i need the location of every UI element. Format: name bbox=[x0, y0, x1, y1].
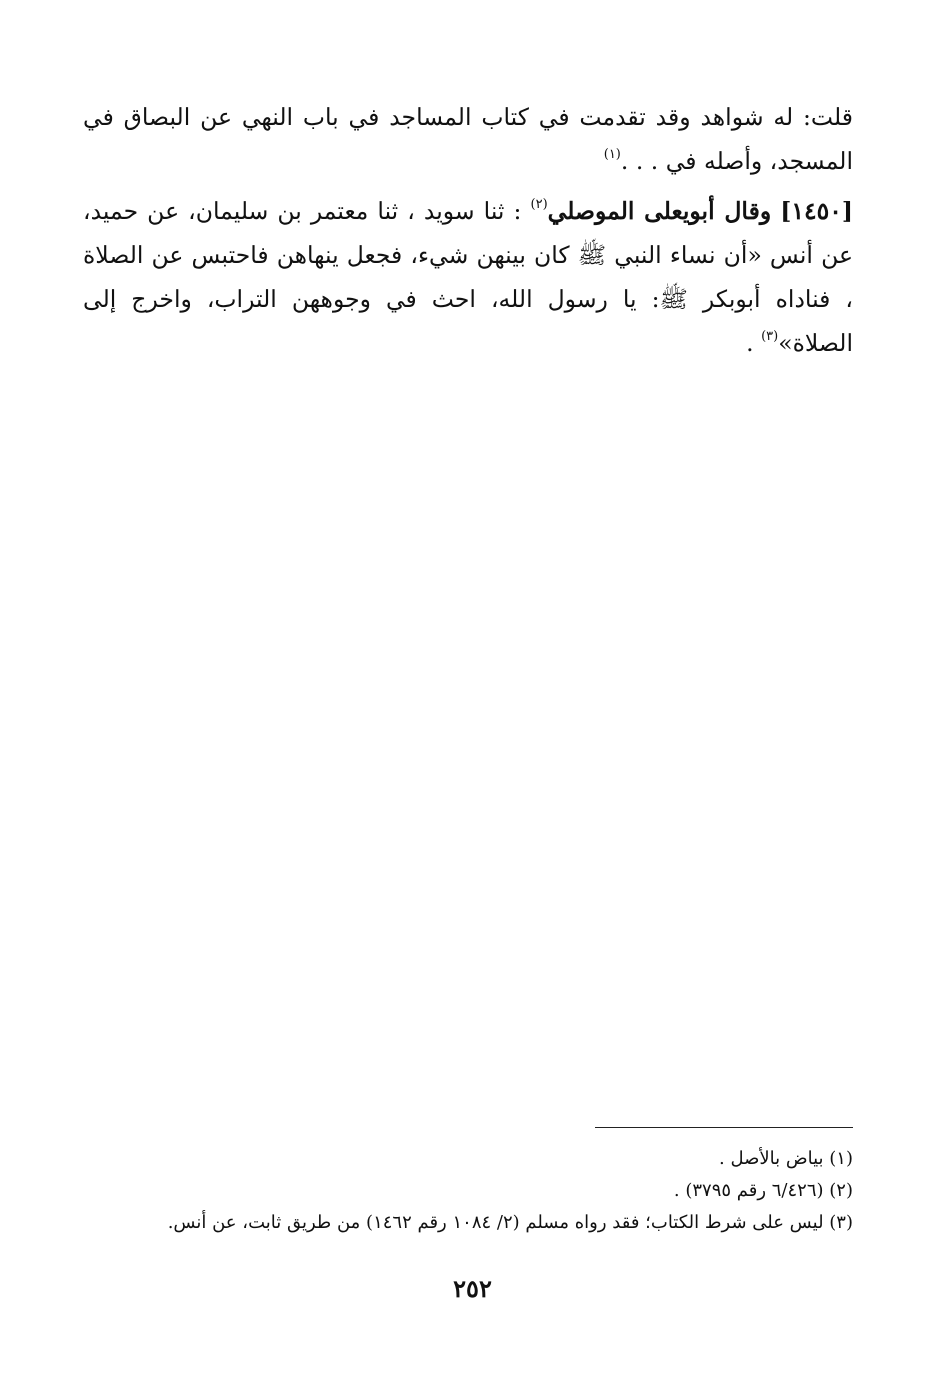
footnote-2: (٢) (٦/٤٢٦ رقم ٣٧٩٥) . bbox=[673, 1180, 853, 1201]
footnote-3: (٣) ليس على شرط الكتاب؛ فقد رواه مسلم (٢/ ١٠٨٤ رقم ١٤٦٢) من طريق ثابت، عن أنس. bbox=[167, 1212, 853, 1233]
footnote-ref-2: (٢) bbox=[530, 197, 548, 212]
footnote-1: (١) بياض بالأصل . bbox=[719, 1148, 853, 1169]
paragraph-hadith bbox=[83, 189, 853, 365]
commentary-text: قلت: له شواهد وقد تقدمت في كتاب المساجد في باب النهي عن البصاق في المسجد، وأصله في . . . bbox=[83, 103, 853, 175]
narrator-intro: وقال أبويعلى الموصلي bbox=[547, 197, 772, 225]
main-text bbox=[83, 95, 853, 365]
footnote-separator bbox=[595, 1127, 853, 1128]
paragraph-commentary bbox=[83, 95, 853, 183]
hadith-end-punct: . bbox=[746, 329, 754, 357]
page-number: ٢٥٢ bbox=[453, 1274, 492, 1303]
footnote-ref-1: (١) bbox=[603, 147, 621, 162]
hadith-text: : ثنا سويد ، ثنا معتمر بن سليمان، عن حميد، عن أنس «أن نساء النبي ﷺ كان بينهن شيء، فجعل ينهاهن فاحتبس عن الصلاة ، فناداه أبوبكر ﷺ: يا رسول الله، احث في وجوههن التراب، واخرج إلى الصلاة» bbox=[83, 197, 853, 357]
footnote-ref-3: (٣) bbox=[761, 329, 779, 344]
footnotes bbox=[83, 1143, 853, 1239]
hadith-number: [١٤٥٠] bbox=[780, 197, 853, 225]
